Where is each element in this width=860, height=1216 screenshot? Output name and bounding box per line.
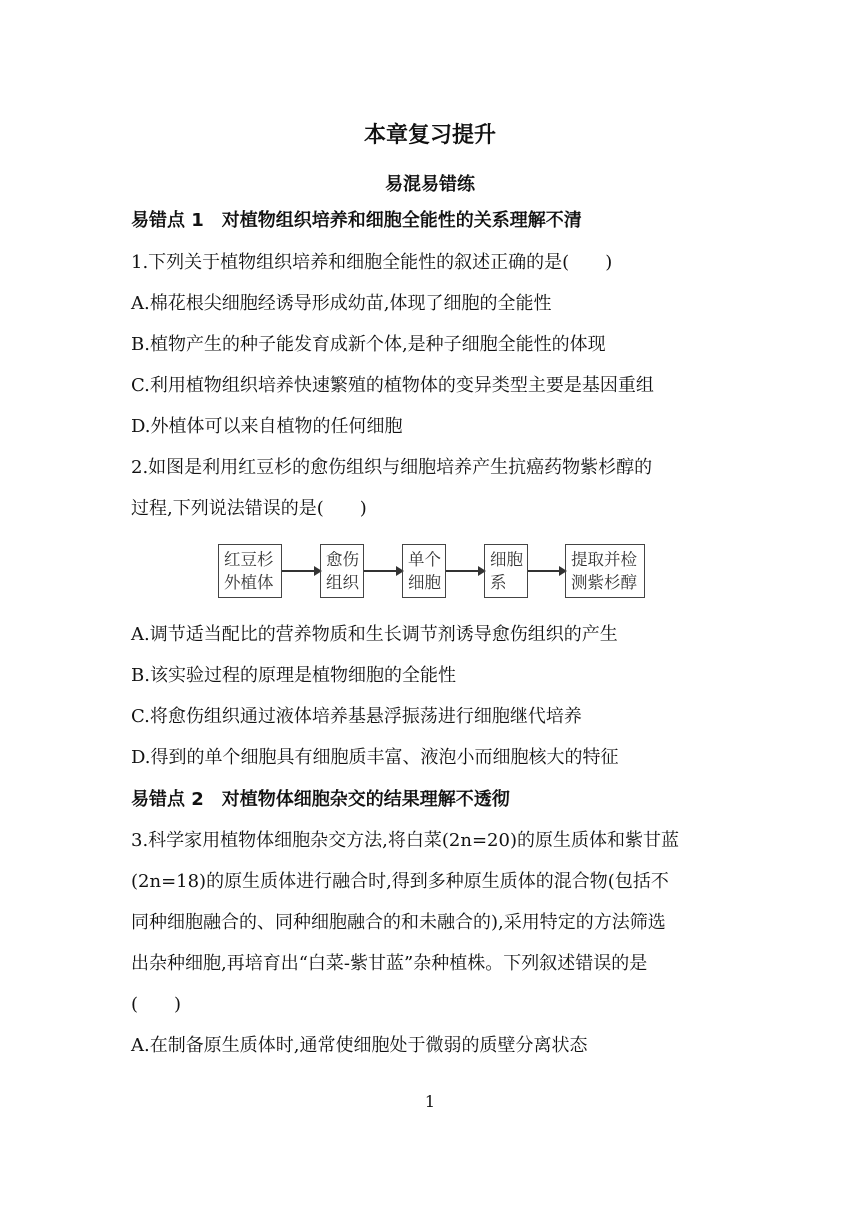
question-2-option-a: A.调节适当配比的营养物质和生长调节剂诱导愈伤组织的产生 bbox=[131, 624, 618, 645]
flow-arrow-4 bbox=[528, 570, 565, 572]
flow-arrow-3 bbox=[446, 570, 484, 572]
section-subtitle: 易混易错练 bbox=[385, 174, 475, 195]
process-flow-diagram bbox=[218, 544, 648, 602]
question-2-stem-line-1: 2.如图是利用红豆杉的愈伤组织与细胞培养产生抗癌药物紫杉醇的 bbox=[131, 457, 653, 478]
question-3-stem-line-1: 3.科学家用植物体细胞杂交方法,将白菜(2n=20)的原生质体和紫甘蓝 bbox=[131, 830, 679, 851]
error-point-2-label: 易错点 2 bbox=[131, 789, 204, 810]
flow-step-explant: 红豆杉 外植体 bbox=[218, 544, 282, 598]
question-2-option-c: C.将愈伤组织通过液体培养基悬浮振荡进行细胞继代培养 bbox=[131, 706, 582, 727]
question-1-option-a: A.棉花根尖细胞经诱导形成幼苗,体现了细胞的全能性 bbox=[131, 293, 552, 314]
error-point-1-heading bbox=[131, 208, 582, 234]
question-3-stem-line-3: 同种细胞融合的、同种细胞融合的和未融合的),采用特定的方法筛选 bbox=[131, 912, 666, 933]
flow-arrow-2 bbox=[364, 570, 402, 572]
flow-step-callus: 愈伤 组织 bbox=[320, 544, 364, 598]
question-3-stem-line-2: (2n=18)的原生质体进行融合时,得到多种原生质体的混合物(包括不 bbox=[131, 871, 669, 892]
question-2-option-b: B.该实验过程的原理是植物细胞的全能性 bbox=[131, 665, 456, 686]
flow-arrow-1 bbox=[282, 570, 320, 572]
flow-step-cell-line: 细胞 系 bbox=[484, 544, 528, 598]
question-1-option-b: B.植物产生的种子能发育成新个体,是种子细胞全能性的体现 bbox=[131, 334, 606, 355]
page-title: 本章复习提升 bbox=[363, 123, 496, 148]
error-point-2-heading bbox=[131, 787, 510, 813]
error-point-1-label: 易错点 1 bbox=[131, 210, 204, 231]
page-number: 1 bbox=[424, 1092, 436, 1111]
flow-step-single-cell: 单个 细胞 bbox=[402, 544, 446, 598]
question-2-option-d: D.得到的单个细胞具有细胞质丰富、液泡小而细胞核大的特征 bbox=[131, 747, 619, 768]
question-2-stem-line-2: 过程,下列说法错误的是( ) bbox=[131, 498, 367, 519]
error-point-1-text: 对植物组织培养和细胞全能性的关系理解不清 bbox=[221, 210, 582, 231]
question-3-option-a: A.在制备原生质体时,通常使细胞处于微弱的质壁分离状态 bbox=[131, 1035, 588, 1056]
question-1-option-d: D.外植体可以来自植物的任何细胞 bbox=[131, 416, 403, 437]
question-1-option-c: C.利用植物组织培养快速繁殖的植物体的变异类型主要是基因重组 bbox=[131, 375, 654, 396]
flow-step-extract-taxol: 提取并检 测紫杉醇 bbox=[565, 544, 645, 598]
question-1-stem: 1.下列关于植物组织培养和细胞全能性的叙述正确的是( ) bbox=[131, 252, 613, 273]
error-point-2-text: 对植物体细胞杂交的结果理解不透彻 bbox=[221, 789, 510, 810]
question-3-stem-line-4: 出杂种细胞,再培育出“白菜-紫甘蓝”杂种植株。下列叙述错误的是 bbox=[131, 953, 648, 974]
question-3-stem-line-5: ( ) bbox=[131, 994, 182, 1015]
